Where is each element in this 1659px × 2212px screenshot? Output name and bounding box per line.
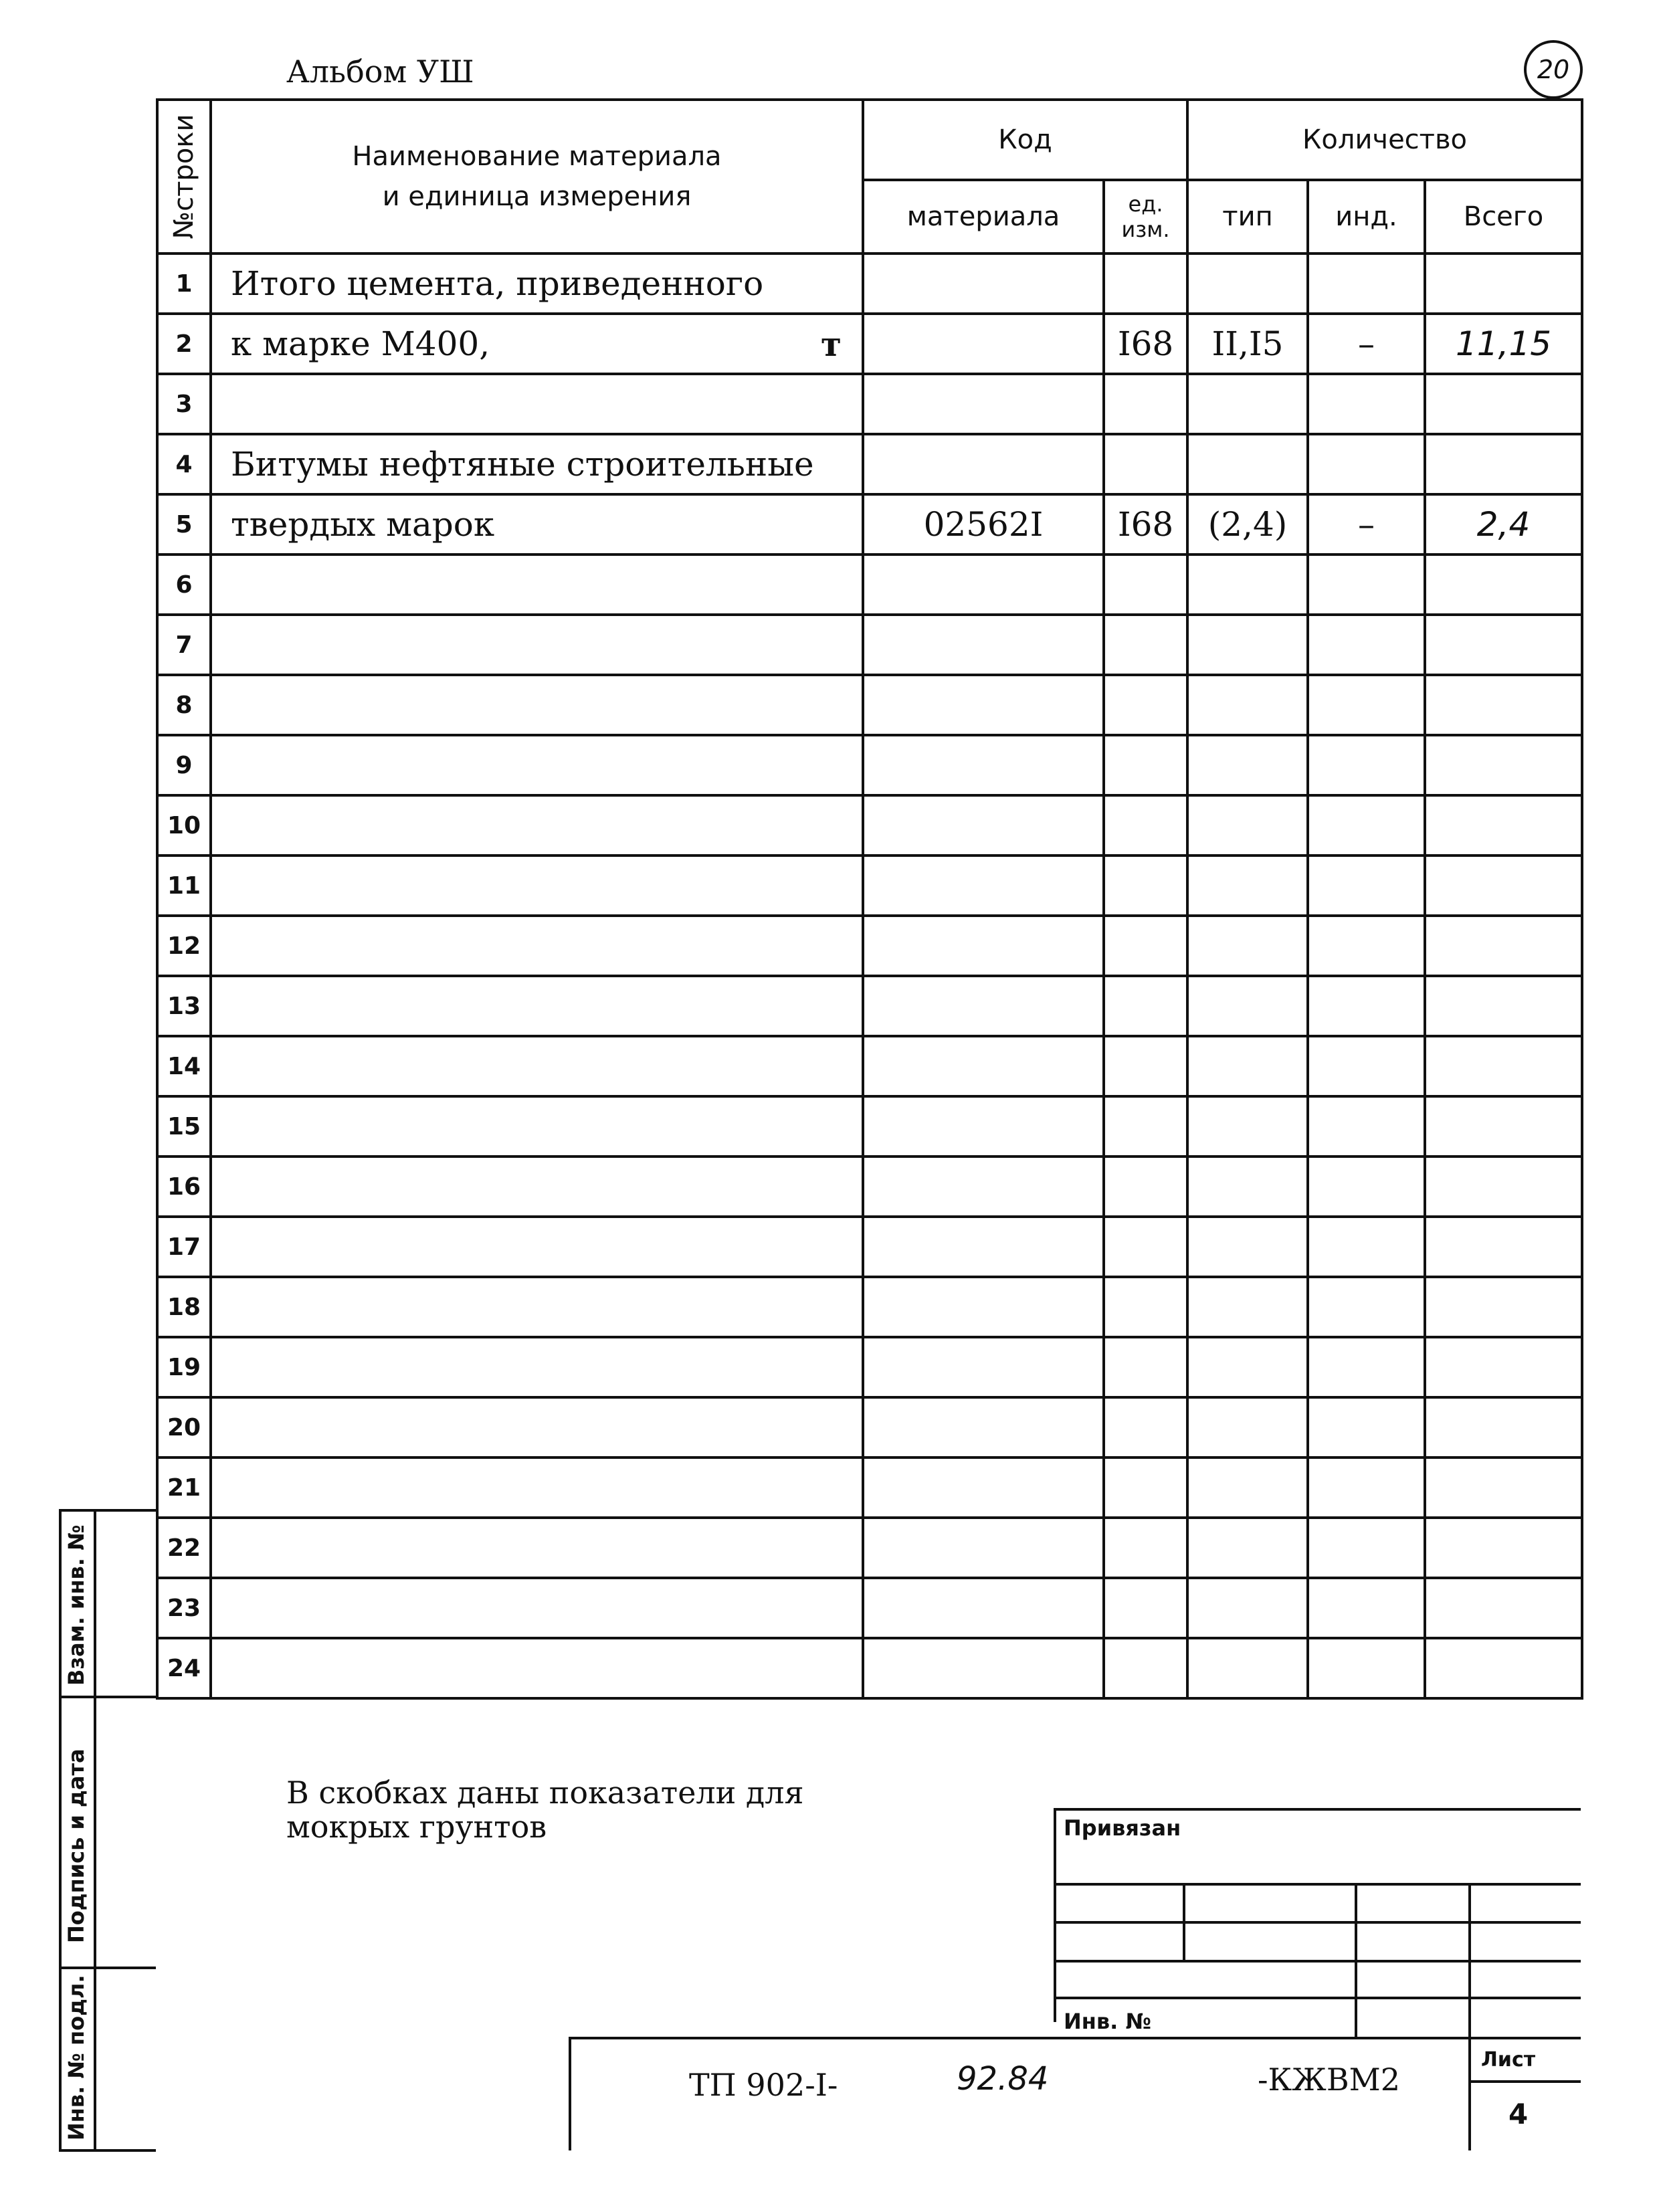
unit-code-cell: [1104, 1397, 1187, 1457]
qty-ind-cell: [1308, 1337, 1425, 1397]
header-code-material: материала: [863, 180, 1104, 254]
binding-row-line-4: [1054, 1997, 1581, 1999]
qty-total-cell: [1425, 254, 1582, 314]
qty-total-cell: [1425, 1217, 1582, 1277]
material-name-cell: [211, 1217, 863, 1277]
material-name-cell: [211, 1157, 863, 1217]
qty-type-cell: [1187, 675, 1308, 735]
qty-total-cell: [1425, 1157, 1582, 1217]
qty-ind-cell: [1308, 795, 1425, 856]
qty-type-cell-text: (2,4): [1207, 505, 1288, 544]
material-code-cell: [863, 555, 1104, 615]
unit-code-cell: [1104, 1578, 1187, 1638]
table-row: [157, 675, 1582, 735]
unit-code-cell: [1104, 1337, 1187, 1397]
material-name-cell: [211, 1518, 863, 1578]
header-name-unit-text: и единица измерения: [382, 181, 692, 212]
qty-total-cell: [1425, 1036, 1582, 1096]
qty-total-cell-text: 11,15: [1455, 324, 1552, 363]
row-number-cell-text: 5: [175, 510, 193, 538]
table-row: [157, 254, 1582, 314]
table-row: [157, 434, 1582, 494]
doc-code-prefix: ТП 902-I-: [689, 2067, 838, 2103]
row-number-cell-text: 17: [167, 1233, 201, 1261]
material-code-cell: [863, 675, 1104, 735]
qty-type-cell: [1187, 1457, 1308, 1518]
inventory-label: Инв. №: [1064, 2009, 1151, 2034]
material-code-cell-text: 02562I: [923, 505, 1044, 544]
material-name-cell: [211, 314, 863, 374]
header-qty-total: Всего: [1425, 180, 1582, 254]
doc-code-number: 92.84: [957, 2060, 1049, 2098]
list-divider-line: [1468, 2080, 1581, 2083]
row-number-cell: [157, 494, 211, 555]
qty-ind-cell: [1308, 314, 1425, 374]
material-code-cell: [863, 1457, 1104, 1518]
material-name-cell: [211, 1277, 863, 1337]
qty-ind-cell: [1308, 1638, 1425, 1698]
qty-type-cell: [1187, 374, 1308, 434]
qty-total-cell: [1425, 1578, 1582, 1638]
unit-code-cell: [1104, 434, 1187, 494]
row-number-cell: [157, 1157, 211, 1217]
footnote-line-1: В скобках даны показатели для: [286, 1775, 804, 1811]
table-row: [157, 1036, 1582, 1096]
unit-code-cell: [1104, 1096, 1187, 1157]
stamp-bottom-line: [59, 2149, 156, 2152]
qty-type-cell: [1187, 795, 1308, 856]
table-row: [157, 1217, 1582, 1277]
header-row-1: [157, 100, 1582, 180]
table-row: [157, 976, 1582, 1036]
qty-total-cell: [1425, 1337, 1582, 1397]
binding-row-line-3: [1054, 1960, 1581, 1963]
table-row: [157, 856, 1582, 916]
qty-type-cell: [1187, 1217, 1308, 1277]
header-qty-group: Количество: [1187, 100, 1582, 180]
material-code-cell: [863, 434, 1104, 494]
stamp-left-border: [59, 1509, 62, 2152]
qty-ind-cell: [1308, 1217, 1425, 1277]
qty-ind-cell: [1308, 555, 1425, 615]
header-name-text: Наименование материала: [352, 141, 722, 172]
binding-col-line-2: [1355, 1883, 1357, 2038]
material-code-cell: [863, 735, 1104, 795]
table-row: [157, 374, 1582, 434]
qty-total-cell: [1425, 1277, 1582, 1337]
row-number-cell: [157, 1397, 211, 1457]
row-number-cell: [157, 1638, 211, 1698]
row-number-cell-text: 16: [167, 1173, 201, 1201]
unit-code-cell: [1104, 675, 1187, 735]
qty-ind-cell: [1308, 1397, 1425, 1457]
row-number-cell-text: 14: [167, 1052, 201, 1080]
row-number-cell-text: 8: [175, 691, 193, 719]
row-number-cell: [157, 856, 211, 916]
qty-type-cell: [1187, 916, 1308, 976]
qty-type-cell: [1187, 1277, 1308, 1337]
doc-code-suffix: -КЖВМ2: [1258, 2062, 1400, 2098]
stamp-divider-2: [59, 1967, 156, 1969]
qty-ind-cell: [1308, 675, 1425, 735]
material-name-cell: [211, 1578, 863, 1638]
material-code-cell: [863, 795, 1104, 856]
material-name-cell: [211, 555, 863, 615]
table-body: [157, 254, 1582, 1698]
material-name-cell-text: к марке М400,: [231, 324, 490, 363]
material-name-cell: [211, 856, 863, 916]
row-number-cell-text: 22: [167, 1534, 201, 1562]
material-code-cell: [863, 1157, 1104, 1217]
material-code-cell: [863, 1217, 1104, 1277]
unit-code-cell: [1104, 916, 1187, 976]
material-name-cell-text: твердых марок: [231, 505, 495, 544]
table-row: [157, 1277, 1582, 1337]
row-number-cell: [157, 615, 211, 675]
material-code-cell: [863, 254, 1104, 314]
material-name-cell: [211, 675, 863, 735]
unit-code-cell: [1104, 254, 1187, 314]
table-row: [157, 916, 1582, 976]
material-name-cell: [211, 434, 863, 494]
header-qty-ind: инд.: [1308, 180, 1425, 254]
material-code-cell: [863, 494, 1104, 555]
row-number-cell: [157, 1578, 211, 1638]
material-name-cell: [211, 494, 863, 555]
material-name-cell-text: Битумы нефтяные строительные: [231, 445, 814, 484]
qty-total-cell: [1425, 555, 1582, 615]
qty-ind-cell: [1308, 494, 1425, 555]
qty-ind-cell-text: –: [1358, 505, 1375, 544]
row-number-cell: [157, 1277, 211, 1337]
unit-code-cell: [1104, 976, 1187, 1036]
sheet-stamp-number: 20: [1524, 40, 1583, 99]
header-row-no: [157, 100, 211, 254]
qty-total-cell: [1425, 615, 1582, 675]
header-row-no-text: №строки: [169, 114, 199, 239]
qty-type-cell: [1187, 856, 1308, 916]
sheet-label: Лист: [1481, 2048, 1536, 2072]
qty-total-cell: [1425, 1397, 1582, 1457]
qty-total-cell: [1425, 1457, 1582, 1518]
sheet-number: 4: [1508, 2098, 1529, 2130]
table-row: [157, 1518, 1582, 1578]
qty-ind-cell: [1308, 916, 1425, 976]
qty-total-cell: [1425, 976, 1582, 1036]
row-number-cell-text: 12: [167, 932, 201, 960]
qty-type-cell: [1187, 1096, 1308, 1157]
table-row: [157, 735, 1582, 795]
row-number-cell: [157, 675, 211, 735]
unit-code-cell: [1104, 494, 1187, 555]
row-number-cell-text: 23: [167, 1594, 201, 1622]
row-number-cell-text: 21: [167, 1474, 201, 1502]
row-number-cell: [157, 916, 211, 976]
table-row: [157, 1578, 1582, 1638]
qty-total-cell: [1425, 314, 1582, 374]
unit-label: т: [821, 324, 842, 364]
unit-code-cell: [1104, 1518, 1187, 1578]
qty-ind-cell: [1308, 1518, 1425, 1578]
table-row: [157, 555, 1582, 615]
material-name-cell: [211, 374, 863, 434]
binding-col-line-1: [1183, 1883, 1185, 1960]
material-name-cell: [211, 735, 863, 795]
title-left-line: [569, 2037, 571, 2150]
row-number-cell: [157, 1337, 211, 1397]
row-number-cell: [157, 795, 211, 856]
row-number-cell: [157, 1457, 211, 1518]
material-name-cell: [211, 615, 863, 675]
qty-ind-cell: [1308, 1457, 1425, 1518]
qty-type-cell: [1187, 1337, 1308, 1397]
binding-row-line-2: [1054, 1921, 1581, 1924]
row-number-cell-text: 7: [175, 631, 193, 659]
qty-ind-cell: [1308, 1036, 1425, 1096]
qty-ind-cell: [1308, 1277, 1425, 1337]
qty-total-cell: [1425, 675, 1582, 735]
unit-code-cell: [1104, 1457, 1187, 1518]
qty-type-cell: [1187, 1518, 1308, 1578]
qty-ind-cell: [1308, 1157, 1425, 1217]
qty-total-cell-text: 2,4: [1476, 505, 1531, 544]
material-code-cell: [863, 314, 1104, 374]
qty-ind-cell: [1308, 1096, 1425, 1157]
table-row: [157, 1157, 1582, 1217]
stamp-divider-1: [59, 1696, 156, 1698]
row-number-cell: [157, 1217, 211, 1277]
materials-table: [156, 98, 1583, 1700]
table-row: [157, 1638, 1582, 1698]
row-number-cell: [157, 1096, 211, 1157]
material-name-cell: [211, 1457, 863, 1518]
material-name-cell: [211, 1397, 863, 1457]
unit-code-cell: [1104, 856, 1187, 916]
qty-type-cell-text: II,I5: [1211, 324, 1284, 363]
qty-type-cell: [1187, 1397, 1308, 1457]
stamp-top-line: [59, 1509, 156, 1512]
footnote-line-2: мокрых грунтов: [286, 1808, 547, 1845]
table-row: [157, 1096, 1582, 1157]
table-row: [157, 615, 1582, 675]
material-name-cell-text: Итого цемента, приведенного: [231, 264, 764, 303]
qty-type-cell: [1187, 1638, 1308, 1698]
row-number-cell: [157, 735, 211, 795]
unit-code-cell: [1104, 615, 1187, 675]
qty-ind-cell: [1308, 615, 1425, 675]
qty-total-cell: [1425, 494, 1582, 555]
material-code-cell: [863, 1518, 1104, 1578]
header-unit-code: ед. изм.: [1104, 180, 1187, 254]
row-number-cell-text: 13: [167, 992, 201, 1020]
unit-code-cell: [1104, 1638, 1187, 1698]
row-number-cell-text: 18: [167, 1293, 201, 1321]
unit-code-cell: [1104, 735, 1187, 795]
material-code-cell: [863, 1337, 1104, 1397]
material-name-cell: [211, 254, 863, 314]
material-code-cell: [863, 1638, 1104, 1698]
stamp-podpis-label: Подпись и дата: [64, 1748, 89, 1943]
material-name-cell: [211, 1036, 863, 1096]
binding-col-line-3: [1468, 1883, 1471, 2150]
qty-total-cell: [1425, 735, 1582, 795]
material-code-cell: [863, 916, 1104, 976]
qty-type-cell: [1187, 434, 1308, 494]
footnote: [286, 1776, 804, 1843]
row-number-cell: [157, 314, 211, 374]
stamp-inv-podl-label: Инв. № подл.: [64, 1975, 89, 2140]
qty-ind-cell: [1308, 374, 1425, 434]
row-number-cell-text: 24: [167, 1654, 201, 1682]
qty-type-cell: [1187, 735, 1308, 795]
stamp-inner-line: [94, 1509, 96, 2152]
material-code-cell: [863, 856, 1104, 916]
material-code-cell: [863, 1397, 1104, 1457]
header-name: [211, 100, 863, 254]
album-label: Альбом УШ: [286, 54, 474, 90]
qty-type-cell: [1187, 494, 1308, 555]
row-number-cell-text: 2: [175, 330, 193, 358]
unit-code-cell: [1104, 555, 1187, 615]
row-number-cell-text: 9: [175, 751, 193, 779]
row-number-cell: [157, 976, 211, 1036]
row-number-cell: [157, 1518, 211, 1578]
unit-code-cell: [1104, 1036, 1187, 1096]
material-name-cell: [211, 1638, 863, 1698]
stamp-vzam-label: Взам. инв. №: [64, 1524, 89, 1686]
row-number-cell-text: 4: [175, 450, 193, 478]
material-code-cell: [863, 374, 1104, 434]
qty-total-cell: [1425, 1638, 1582, 1698]
qty-total-cell: [1425, 856, 1582, 916]
material-name-cell: [211, 976, 863, 1036]
qty-type-cell: [1187, 976, 1308, 1036]
binding-label: Привязан: [1064, 1815, 1181, 1841]
material-name-cell: [211, 916, 863, 976]
qty-ind-cell: [1308, 1578, 1425, 1638]
material-code-cell: [863, 1096, 1104, 1157]
row-number-cell-text: 3: [175, 390, 193, 418]
material-code-cell: [863, 1277, 1104, 1337]
qty-type-cell: [1187, 254, 1308, 314]
qty-ind-cell: [1308, 254, 1425, 314]
qty-type-cell: [1187, 1036, 1308, 1096]
qty-type-cell: [1187, 615, 1308, 675]
material-name-cell: [211, 795, 863, 856]
title-top-line: [569, 2037, 1581, 2039]
material-name-cell: [211, 1096, 863, 1157]
binding-row-line-1: [1054, 1883, 1581, 1886]
material-code-cell: [863, 976, 1104, 1036]
qty-type-cell: [1187, 1578, 1308, 1638]
material-code-cell: [863, 615, 1104, 675]
qty-total-cell: [1425, 795, 1582, 856]
unit-code-cell: [1104, 374, 1187, 434]
material-code-cell: [863, 1578, 1104, 1638]
unit-code-cell: [1104, 314, 1187, 374]
table-row: [157, 1457, 1582, 1518]
row-number-cell: [157, 555, 211, 615]
qty-total-cell: [1425, 916, 1582, 976]
row-number-cell: [157, 434, 211, 494]
unit-code-cell-text: I68: [1117, 505, 1174, 544]
qty-ind-cell: [1308, 976, 1425, 1036]
binding-left-line: [1054, 1808, 1056, 2022]
unit-code-cell: [1104, 795, 1187, 856]
material-code-cell: [863, 1036, 1104, 1096]
header-qty-type: тип: [1187, 180, 1308, 254]
qty-ind-cell: [1308, 434, 1425, 494]
table-row: [157, 314, 1582, 374]
qty-type-cell: [1187, 1157, 1308, 1217]
qty-total-cell: [1425, 434, 1582, 494]
row-number-cell: [157, 374, 211, 434]
qty-total-cell: [1425, 374, 1582, 434]
unit-code-cell: [1104, 1277, 1187, 1337]
row-number-cell-text: 1: [175, 270, 193, 298]
unit-code-cell: [1104, 1217, 1187, 1277]
qty-type-cell: [1187, 555, 1308, 615]
qty-type-cell: [1187, 314, 1308, 374]
table-row: [157, 494, 1582, 555]
row-number-cell-text: 6: [175, 571, 193, 599]
row-number-cell-text: 10: [167, 811, 201, 839]
qty-total-cell: [1425, 1518, 1582, 1578]
unit-code-cell-text: I68: [1117, 324, 1174, 363]
binding-top-line: [1054, 1808, 1581, 1811]
row-number-cell: [157, 254, 211, 314]
row-number-cell: [157, 1036, 211, 1096]
table-row: [157, 1397, 1582, 1457]
qty-ind-cell-text: –: [1358, 324, 1375, 363]
row-number-cell-text: 19: [167, 1353, 201, 1381]
header-code-group: Код: [863, 100, 1187, 180]
qty-ind-cell: [1308, 856, 1425, 916]
qty-total-cell: [1425, 1096, 1582, 1157]
table-row: [157, 795, 1582, 856]
row-number-cell-text: 15: [167, 1112, 201, 1140]
row-number-cell-text: 20: [167, 1413, 201, 1441]
material-name-cell: [211, 1337, 863, 1397]
table-row: [157, 1337, 1582, 1397]
row-number-cell-text: 11: [167, 872, 201, 900]
unit-code-cell: [1104, 1157, 1187, 1217]
qty-ind-cell: [1308, 735, 1425, 795]
